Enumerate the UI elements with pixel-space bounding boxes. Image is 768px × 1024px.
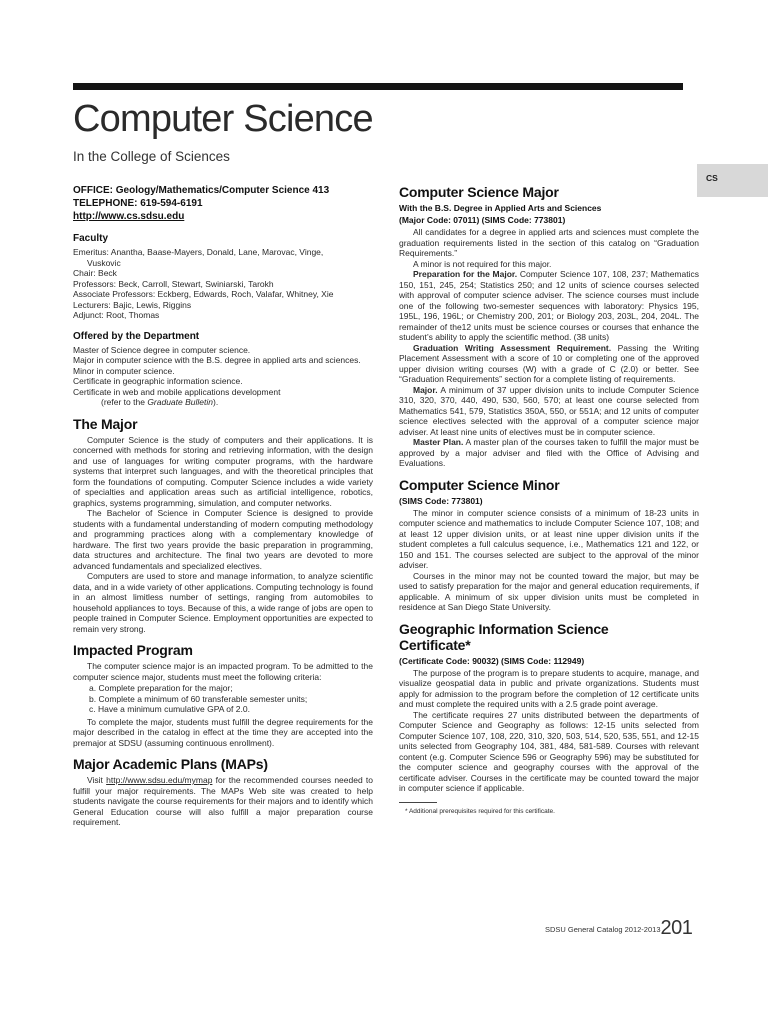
left-column bbox=[73, 184, 373, 828]
criteria-item: c. Have a minimum cumulative GPA of 2.0. bbox=[89, 704, 250, 714]
master-plan-label: Master Plan. bbox=[413, 437, 464, 447]
master-plan-text: A master plan of the courses taken to fulfill the major must be approved by a major adviser and filed with the Office of Advising and Evaluations. bbox=[399, 437, 699, 468]
gwar-label: Graduation Writing Assessment Requirement. bbox=[413, 342, 612, 353]
gis-code: (Certificate Code: 90032) (SIMS Code: 112949) bbox=[399, 655, 585, 666]
offered-item: Certificate in geographic information science. bbox=[73, 376, 243, 386]
cs-minor-paragraph: The minor in computer science consists of a minimum of 18-23 units in computer science and mathematics to include Computer Science 107, 108; and at least 12 upper division units, or at least nine upper division units if the student completes a full calculus sequence, i.e., Mathematics 121 and 122, or 150 and 151. The courses selected are subject to the approval of the minor adviser. bbox=[399, 507, 699, 570]
major-paragraph: The Bachelor of Science in Computer Science is designed to provide students with a fundamental understanding of modern computing methodology and programming practices along with a complementary knowledge of hardware. The first two years provide the basic preparation in programming, data structures and architecture. The final two years are devoted to more advanced fundamentals and specialized electives. bbox=[73, 508, 373, 571]
offered-item: Master of Science degree in computer science. bbox=[73, 344, 251, 355]
faculty-chair: Chair: Beck bbox=[73, 268, 117, 278]
major-paragraph: Computers are used to store and manage information, to analyze scientific data, and in a wide variety of other applications. Computing technology is found in an almost limitless number of settings, ranging from automobiles to household appliances to toys. Because of this, a wide range of jobs are open to people trained in Computer Science. Employment opportunities are expected to remain very strong. bbox=[73, 571, 373, 634]
cs-major-heading: Computer Science Major bbox=[399, 184, 559, 200]
faculty-emeritus: Emeritus: Anantha, Baase-Mayers, Donald, Lane, Marovac, Vinge, bbox=[73, 247, 324, 257]
footnote: * Additional prerequisites required for this certificate. bbox=[405, 807, 555, 815]
major-label: Major. bbox=[413, 384, 438, 395]
section-side-tab bbox=[697, 164, 768, 197]
cs-minor-code: (SIMS Code: 773801) bbox=[399, 495, 483, 506]
cs-major-preparation bbox=[399, 269, 699, 343]
maps-heading: Major Academic Plans (MAPs) bbox=[73, 756, 268, 772]
faculty-associate: Associate Professors: Eckberg, Edwards, Roch, Valafar, Whitney, Xie bbox=[73, 289, 334, 299]
impacted-program-heading: Impacted Program bbox=[73, 642, 193, 658]
office-location: OFFICE: Geology/Mathematics/Computer Science 413 bbox=[73, 185, 330, 196]
cs-minor-paragraph: Courses in the minor may not be counted toward the major, but may be used to satisfy preparation for the major and general education requirements, if applicable. A minimum of six upper division units must be completed in residence at San Diego State University. bbox=[399, 570, 699, 612]
criteria-item: b. Complete a minimum of 60 transferable semester units; bbox=[89, 693, 308, 704]
cs-major-master-plan bbox=[399, 437, 699, 469]
cs-major-degree: With the B.S. Degree in Applied Arts and Sciences bbox=[399, 203, 602, 213]
maps-text: for the recommended courses needed to fulfill your major requirements. The MAPs Web site was created to help students navigate the course requirements for their majors and to identify which General Education course will also fulfill a major preparation course requirement. bbox=[73, 775, 373, 827]
department-website-link[interactable]: http://www.cs.sdsu.edu bbox=[73, 211, 185, 222]
offered-item: Minor in computer science. bbox=[73, 365, 175, 376]
telephone: TELEPHONE: 619-594-6191 bbox=[73, 198, 203, 209]
gwar-text: Passing the Writing Placement Assessment with a score of 10 or completing one of the approved upper division writing courses (W) with a grade of C (2.0) or better. See “Graduation Requirements” section for a complete listing of requirements. bbox=[399, 342, 699, 384]
faculty-emeritus-cont: Vuskovic bbox=[87, 257, 121, 268]
impacted-paragraph: The computer science major is an impacted program. To be admitted to the computer science major, students must meet the following criteria: bbox=[73, 661, 373, 682]
gis-heading-line1: Geographic Information Science bbox=[399, 620, 609, 637]
cs-major-paragraph: All candidates for a degree in applied arts and sciences must complete the graduation requirements listed in the section of this catalog on “Graduation Requirements.” bbox=[399, 227, 699, 258]
major-paragraph: Computer Science is the study of computers and their applications. It is concerned with methods for storing and retrieving information, with the design and use of languages for writing computer programs, with the hardware systems that interpret such languages, and with the theoretical principles that form the foundations of computing. Computer Science includes a wide variety of specialties and application areas such as artificial intelligence, robotics, graphics, systems programming, simulation, and computer networks. bbox=[73, 434, 373, 508]
cs-major-major bbox=[399, 385, 699, 438]
offered-item-text: Certificate in web and mobile applications development bbox=[73, 386, 281, 397]
gis-paragraph: The purpose of the program is to prepare students to acquire, manage, and visualize geospatial data in public and private organizations. Students must apply for admission to the program before the completion of 12 certificate units and must complete the required units with a 2.5 grade point average. bbox=[399, 667, 699, 709]
cs-major-paragraph: A minor is not required for this major. bbox=[413, 258, 552, 269]
preparation-label: Preparation for the Major. bbox=[413, 269, 518, 279]
right-column bbox=[399, 184, 699, 816]
cs-major-code: (Major Code: 07011) (SIMS Code: 773801) bbox=[399, 215, 566, 225]
offered-refer-end: ). bbox=[213, 397, 219, 407]
header-rule bbox=[73, 83, 683, 90]
gis-paragraph: The certificate requires 27 units distributed between the departments of Computer Science and Geography as follows: 12-15 units selected from Computer Science 107, 108, 220, 310, 320, 503, 514, 520, 535, 551, and 12-15 units selected from Geography 104, 381, 484, 581-589. Courses with relevant content (e.g. Computer Science 596 or Geography 596) may be substituted for the computer science and geography courses with the approval of the certificate adviser. Courses in the certificate may be counted toward the major in computer science if applicable. bbox=[399, 709, 699, 793]
gis-heading bbox=[399, 621, 699, 653]
cs-major-gwar bbox=[399, 343, 699, 385]
side-tab-label: CS bbox=[706, 173, 718, 183]
catalog-name: SDSU General Catalog 2012-2013 bbox=[545, 925, 661, 934]
offered-refer: (refer to the bbox=[101, 397, 148, 407]
faculty-professors: Professors: Beck, Carroll, Stewart, Swiniarski, Tarokh bbox=[73, 278, 274, 289]
page-footer bbox=[545, 917, 692, 940]
maps-paragraph bbox=[73, 775, 373, 828]
mymap-link[interactable]: http://www.sdsu.edu/mymap bbox=[106, 775, 213, 785]
page-subtitle: In the College of Sciences bbox=[73, 149, 230, 164]
criteria-item: a. Complete preparation for the major; bbox=[89, 683, 233, 693]
page-number: 201 bbox=[660, 917, 693, 939]
cs-minor-heading: Computer Science Minor bbox=[399, 476, 560, 493]
the-major-heading: The Major bbox=[73, 415, 138, 432]
offered-heading: Offered by the Department bbox=[73, 330, 200, 342]
offered-item bbox=[73, 387, 373, 408]
faculty-heading: Faculty bbox=[73, 233, 109, 244]
footnote-rule bbox=[399, 802, 437, 803]
faculty-lecturers: Lecturers: Bajic, Lewis, Riggins bbox=[73, 299, 192, 310]
graduate-bulletin-ref: Graduate Bulletin bbox=[147, 397, 213, 407]
faculty-adjunct: Adjunct: Root, Thomas bbox=[73, 310, 160, 320]
offered-item: Major in computer science with the B.S. degree in applied arts and sciences. bbox=[73, 355, 361, 365]
gis-heading-line2: Certificate* bbox=[399, 636, 471, 653]
impacted-paragraph: To complete the major, students must fulfill the degree requirements for the major described in the catalog in effect at the time they are accepted into the premajor at SDSU (assuming continuous enrollment). bbox=[73, 716, 373, 748]
preparation-text: Computer Science 107, 108, 237; Mathematics 150, 151, 245, 254; Statistics 250; and 12 units of science courses selected with approval of computer science adviser. The science courses must include one of the following two-semester sequences with laboratory: Physics 195, 195L, 196, 196L; or Chemistry 200, 201; or Biology 203, 203L, 204, 204L. The remainder of the12 units must be science courses or courses that enhance the student’s ability to apply the scientific method. (38 units) bbox=[399, 269, 699, 342]
major-text: A minimum of 37 upper division units to include Computer Science 310, 320, 370, 440, 490, 530, 560, 570; at least one course selected from Mathematics 541, 579, Statistics 350A, 550, or 551A; and 12 units of computer science electives selected with the approval of a computer science major adviser. At least nine units of electives must be in computer science. bbox=[399, 384, 699, 437]
maps-visit-text: Visit bbox=[87, 775, 107, 785]
impacted-criteria-list bbox=[73, 683, 373, 715]
page-title: Computer Science bbox=[73, 98, 373, 140]
